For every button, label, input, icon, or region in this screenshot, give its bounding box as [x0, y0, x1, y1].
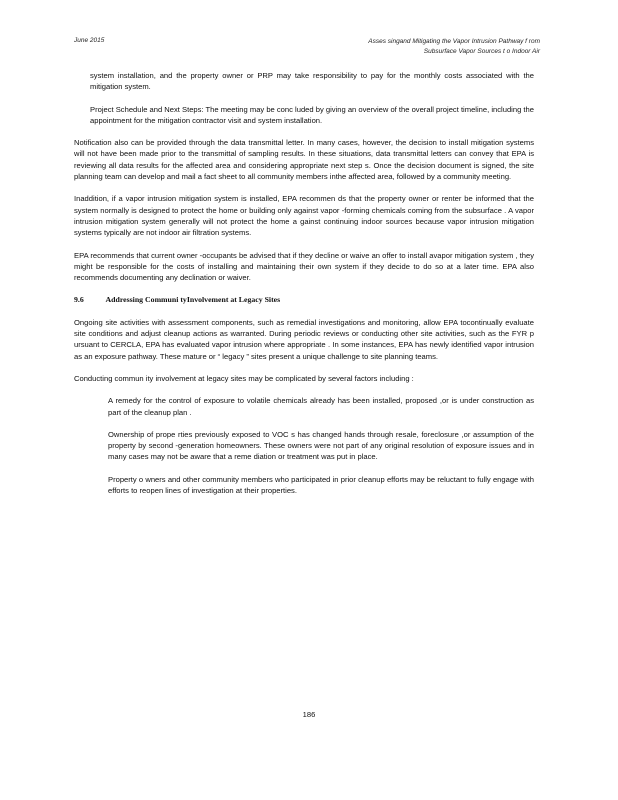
bullet-text: Property o wners and other community members who participated in prior cleanup efforts may be reluctant to fully engage with efforts to reopen lines of investigation at their properties. — [108, 474, 534, 496]
page-number: 186 — [302, 710, 316, 719]
paragraph-continued: system installation, and the property owner or PRP may take responsibility to pay for the monthly costs associated with the mitigation system. — [90, 71, 534, 92]
header-title-line1: Asses singand Mitigating the Vapor Intrusion Pathway f rom — [368, 38, 540, 45]
paragraph-inaddition: Inaddition, if a vapor intrusion mitigation system is installed, EPA recommen ds that the property owner or renter be informed that the system normally is designed to protect the home or building only against vapor -forming chemicals coming from the subsurface . A vapor intrusion mitigation system generally will not protect the home a gainst continuing indoor sources because vapor intrusion mitigation systems typically are not indoor air filtration systems. — [74, 194, 534, 238]
bullet-item-ownership — [92, 429, 534, 463]
header-date: June 2015 — [74, 37, 105, 44]
bullet-item-schedule — [74, 104, 534, 127]
section-title: Addressing Communi tyInvolvement at Legacy Sites — [105, 295, 281, 305]
bullet-item-property-owners — [92, 474, 534, 497]
page-content — [74, 70, 534, 507]
bullet-text: A remedy for the control of exposure to volatile chemicals already has been installed, proposed ,or is under construction as part of the cleanup plan . — [108, 396, 534, 417]
paragraph-conducting: Conducting commun ity involvement at legacy sites may be complicated by several factors including : — [74, 373, 414, 383]
paragraph-notification: Notification also can be provided through the data transmittal letter. In many cases, however, the decision to install mitigation systems will not have been made prior to the transmittal of sampling results. In these situations, data transmittal letters can convey that EPA is reviewing all data results for the affected area and considering appropriate next step s. Once the decision document is signed, the site planning team can develop and mail a fact sheet to all community members inthe affected area, followed by a community meeting. — [74, 138, 534, 182]
bullet-text: Ownership of prope rties previously exposed to VOC s has changed hands through resale, foreclosure ,or assumption of the property by second -generation homeowners. These owners were not part of any original resolution of exposure issues and in many cases may not be aware that a reme diation or treatment was put in place. — [108, 429, 534, 462]
section-heading — [74, 294, 534, 305]
paragraph-epa-recommends: EPA recommends that current owner -occupants be advised that if they decline or waive an offer to install avapor mitigation system , they might be responsible for the costs of installing and maintaining their own system if they decide to do so at a later time. EPA also recommends documenting any declination or waiver. — [74, 250, 534, 283]
bullet-text: Project Schedule and Next Steps: The meeting may be conc luded by giving an overview of the overall project timeline, including the appointment for the mitigation contractor visit and system installation. — [90, 104, 534, 125]
paragraph-ongoing: Ongoing site activities with assessment components, such as remedial investigations and monitoring, allow EPA tocontinually evaluate site conditions and adjust cleanup actions as warranted. During periodic reviews or conducting other site activities, such as the FYR p ursuant to CERCLA, EPA has evaluated vapor intrusion where appropriate . In some instances, EPA has newly identified vapor intrusion as an exposure pathway. These mature or “ legacy ” sites present a unique challenge to site planning teams. — [74, 317, 534, 361]
bullet-item-remedy — [92, 395, 534, 418]
header-title-line2: Subsurface Vapor Sources t o Indoor Air — [423, 48, 540, 55]
header-title — [300, 37, 540, 57]
section-number: 9.6 — [74, 295, 84, 305]
